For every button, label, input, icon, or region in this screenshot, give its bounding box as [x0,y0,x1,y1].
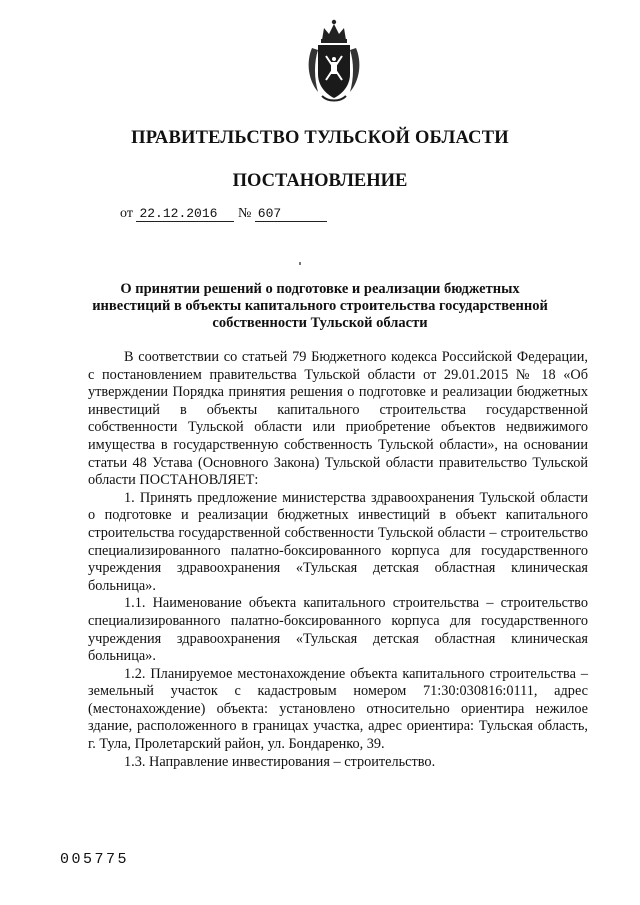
government-heading: ПРАВИТЕЛЬСТВО ТУЛЬСКОЙ ОБЛАСТИ [131,128,509,148]
paragraph-item-1-3: 1.3. Направление инвестирования – строительство. [124,753,436,770]
paragraph-item-1: 1. Принять предложение министерства здравоохранения Тульской области о подготовке и реализации бюджетных инвестиций в объект капитального строительства государственной собственности Тульской области – строительство специализированного палатно-боксированного корпуса для государственного учреждения здравоохранения «Тульская детская областная клиническая больница». [88,489,588,594]
scan-speck [299,262,301,265]
document-number: 607 [255,207,327,222]
paragraph-item-1-2: 1.2. Планируемое местонахождение объекта капитального строительства – земельный участок с кадастровым номером 71:30:030816:0111, адрес (местонахождение) объекта: установлено относительно ориентира нежилое здание, расположенного в границах участка, адрес ориентира: Тульская область, г. Тула, Пролетарский район, ул. Бондаренко, 39. [88,665,588,753]
coat-of-arms-emblem [304,18,364,104]
document-type-heading: ПОСТАНОВЛЕНИЕ [232,171,408,191]
document-body [88,349,588,771]
document-title: О принятии решений о подготовке и реализации бюджетных инвестиций в объекты капитального строительства государственной собственности Тульской области [92,281,548,331]
date-number-line [120,206,327,222]
paragraph-preamble: В соответствии со статьей 79 Бюджетного кодекса Российской Федерации, с постановлением правительства Тульской области от 29.01.2015 № 18 «Об утверждении Порядка принятия решения о подготовке и реализации бюджетных инвестиций в объекты капитального строительства государственной собственности Тульской области или приобретение объектов недвижимого имущества в государственную собственность Тульской области», на основании статьи 48 Устава (Основного Закона) Тульской области правительство Тульской области ПОСТАНОВЛЯЕТ: [88,349,588,489]
document-date: 22.12.2016 [136,207,234,222]
date-prefix: от [120,206,133,221]
serial-stamp-number: 005775 [60,851,130,868]
paragraph-item-1-1: 1.1. Наименование объекта капитального строительства – строительство специализированного палатно-боксированного корпуса для государственного учреждения здравоохранения «Тульская детская областная клиническая больница». [88,595,588,665]
number-prefix: № [237,206,252,221]
